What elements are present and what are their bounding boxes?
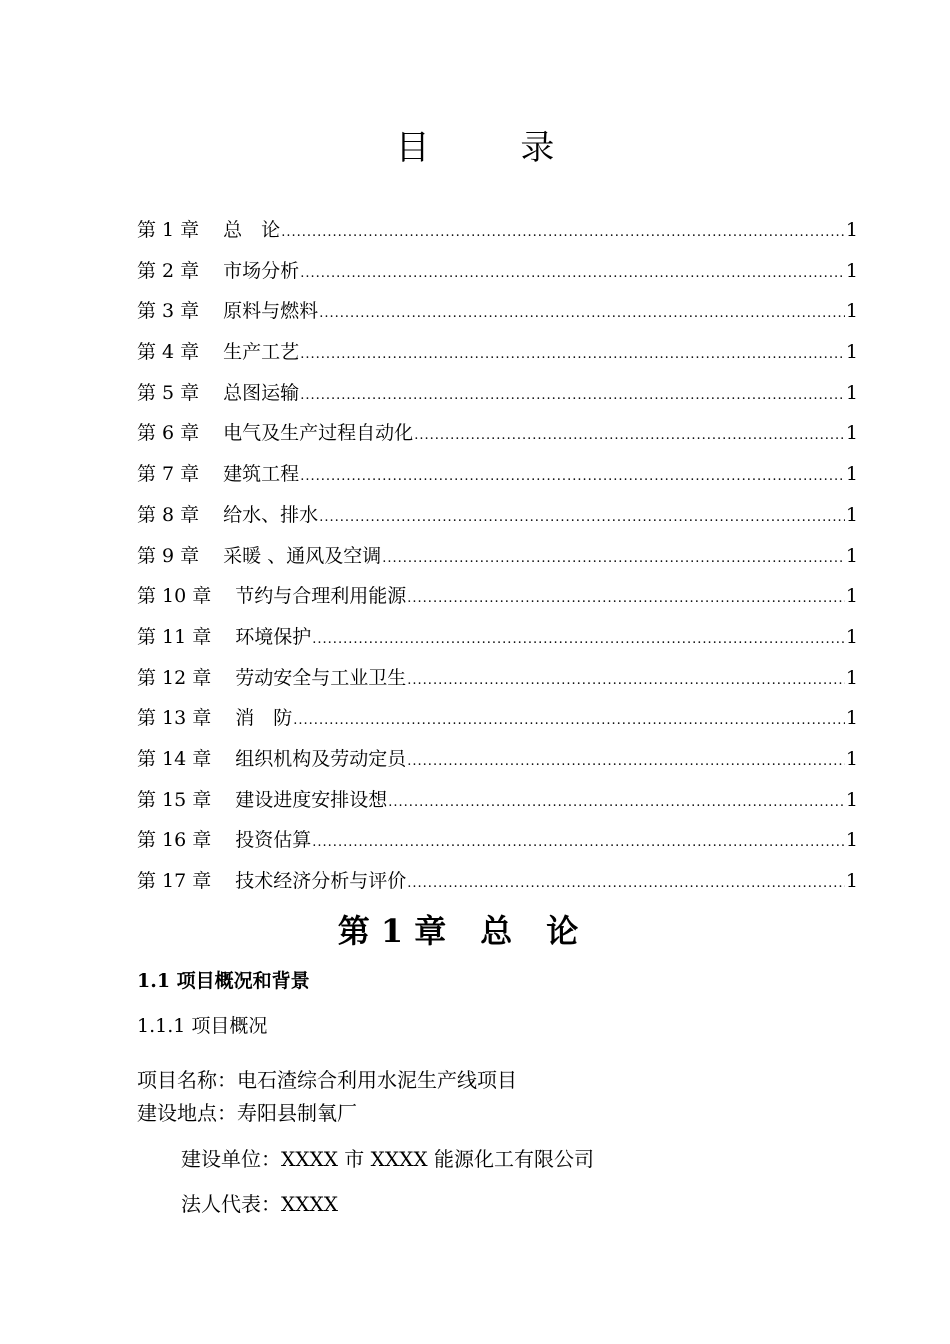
toc-page-number: 1 [845, 503, 858, 526]
toc-page-number: 1 [845, 585, 858, 608]
toc-leader-dots [407, 866, 845, 902]
toc-page-number: 1 [845, 422, 858, 445]
toc-chapter-number: 第 12 章 [137, 666, 212, 689]
toc-chapter-title: 市场分析 [223, 259, 300, 282]
toc-leader-dots [312, 825, 845, 861]
toc-entry[interactable] [137, 497, 858, 538]
toc-page-number: 1 [845, 219, 858, 241]
toc-chapter-title: 总 论 [223, 219, 281, 241]
toc-leader-dots [414, 418, 845, 454]
toc-leader-dots [407, 663, 845, 699]
toc-entry[interactable] [137, 375, 858, 416]
toc-chapter-number: 第 13 章 [137, 707, 212, 730]
toc-title: 目 录 [395, 128, 595, 168]
toc-leader-dots [300, 256, 845, 292]
toc-leader-dots [300, 337, 845, 373]
toc-chapter-title: 原料与燃料 [223, 300, 319, 323]
toc-leader-dots [319, 500, 845, 536]
toc-entry[interactable] [137, 538, 858, 579]
chapter-heading-number: 第 1 章 [337, 912, 447, 950]
toc-chapter-title: 生产工艺 [223, 341, 300, 364]
chapter-heading-title: 总论 [480, 912, 613, 950]
toc-entry[interactable] [137, 456, 858, 497]
toc-chapter-title: 电气及生产过程自动化 [223, 422, 414, 445]
toc-page-number: 1 [845, 381, 858, 404]
toc-chapter-number: 第 9 章 [137, 544, 200, 567]
toc-leader-dots [312, 622, 845, 658]
toc-entry[interactable] [137, 293, 858, 334]
toc-page-number: 1 [845, 463, 858, 486]
toc-chapter-title: 环境保护 [235, 625, 312, 648]
toc-list [137, 212, 858, 904]
toc-page-number: 1 [845, 341, 858, 364]
toc-page-number: 1 [845, 259, 858, 282]
toc-page-number: 1 [845, 788, 858, 811]
toc-chapter-number: 第 5 章 [137, 381, 200, 404]
section-heading: 1.1 项目概况和背景 [137, 970, 310, 992]
toc-entry[interactable] [137, 822, 858, 863]
toc-chapter-number: 第 4 章 [137, 341, 200, 364]
toc-page-number: 1 [845, 707, 858, 730]
toc-leader-dots [300, 459, 845, 495]
toc-leader-dots [388, 785, 845, 821]
construction-location-line: 建设地点：寿阳县制氧厂 [137, 1101, 357, 1125]
toc-leader-dots [281, 215, 845, 251]
toc-entry[interactable] [137, 863, 858, 904]
toc-entry[interactable] [137, 578, 858, 619]
toc-entry[interactable] [137, 334, 858, 375]
toc-chapter-title: 消 防 [235, 707, 293, 730]
construction-unit-line: 建设单位：XXXX 市 XXXX 能源化工有限公司 [181, 1147, 594, 1171]
toc-chapter-title: 建筑工程 [223, 463, 300, 486]
toc-page-number: 1 [845, 300, 858, 323]
toc-chapter-number: 第 8 章 [137, 503, 200, 526]
toc-chapter-title: 采暖 、通风及空调 [223, 544, 382, 567]
toc-chapter-title: 节约与合理利用能源 [235, 585, 407, 608]
toc-entry[interactable] [137, 253, 858, 294]
legal-representative-line: 法人代表：XXXX [181, 1192, 338, 1216]
toc-chapter-number: 第 7 章 [137, 463, 200, 486]
toc-chapter-title: 给水、排水 [223, 503, 319, 526]
toc-chapter-title: 总图运输 [223, 381, 300, 404]
toc-entry[interactable] [137, 212, 858, 253]
toc-chapter-title: 技术经济分析与评价 [235, 870, 407, 892]
toc-page-number: 1 [845, 625, 858, 648]
toc-chapter-number: 第 14 章 [137, 747, 212, 770]
toc-leader-dots [407, 581, 845, 617]
toc-entry[interactable] [137, 619, 858, 660]
toc-chapter-number: 第 2 章 [137, 259, 200, 282]
toc-leader-dots [382, 541, 845, 577]
toc-chapter-title: 建设进度安排设想 [235, 788, 388, 811]
toc-chapter-number: 第 3 章 [137, 300, 200, 323]
toc-chapter-number: 第 1 章 [137, 219, 200, 241]
toc-entry[interactable] [137, 660, 858, 701]
project-name-line: 项目名称：电石渣综合利用水泥生产线项目 [137, 1068, 517, 1092]
toc-chapter-title: 劳动安全与工业卫生 [235, 666, 407, 689]
toc-chapter-title: 组织机构及劳动定员 [235, 747, 407, 770]
subsection-heading: 1.1.1 项目概况 [137, 1015, 268, 1037]
toc-leader-dots [319, 296, 845, 332]
toc-leader-dots [407, 744, 845, 780]
toc-chapter-number: 第 15 章 [137, 788, 212, 811]
toc-page-number: 1 [845, 829, 858, 852]
toc-chapter-number: 第 10 章 [137, 585, 212, 608]
toc-leader-dots [300, 378, 845, 414]
chapter-heading [0, 908, 950, 954]
toc-entry[interactable] [137, 415, 858, 456]
toc-chapter-number: 第 16 章 [137, 829, 212, 852]
toc-page-number: 1 [845, 870, 858, 892]
toc-chapter-title: 投资估算 [235, 829, 312, 852]
toc-entry[interactable] [137, 741, 858, 782]
toc-chapter-number: 第 6 章 [137, 422, 200, 445]
toc-chapter-number: 第 11 章 [137, 625, 212, 648]
toc-leader-dots [293, 703, 845, 739]
toc-page-number: 1 [845, 666, 858, 689]
toc-page-number: 1 [845, 544, 858, 567]
toc-chapter-number: 第 17 章 [137, 870, 212, 892]
toc-page-number: 1 [845, 747, 858, 770]
toc-entry[interactable] [137, 782, 858, 823]
toc-entry[interactable] [137, 700, 858, 741]
